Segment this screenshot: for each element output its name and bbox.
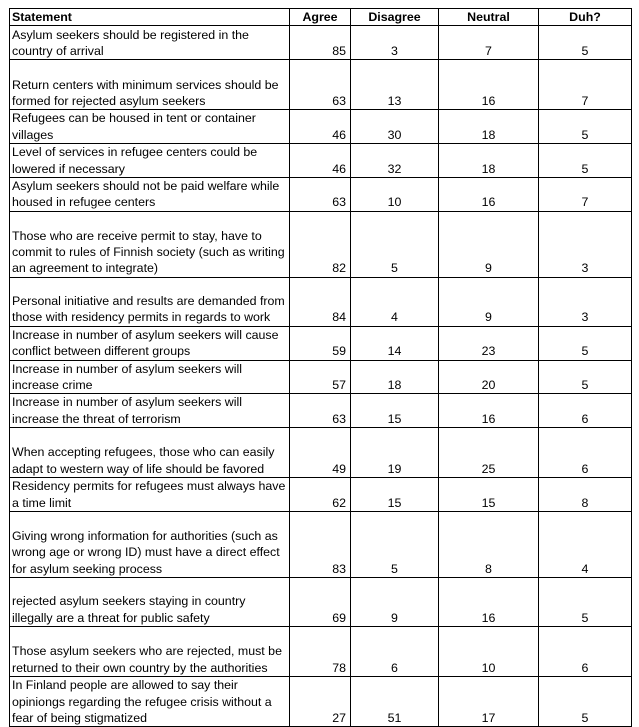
disagree-cell: 15 <box>351 478 439 512</box>
statement-cell: Return centers with minimum services should be formed for rejected asylum seekers <box>10 60 290 110</box>
duh-cell: 5 <box>539 110 632 144</box>
table-row <box>10 26 632 60</box>
statement-cell: rejected asylum seekers staying in country illegally are a threat for public safety <box>10 578 290 627</box>
duh-cell: 5 <box>539 677 632 727</box>
neutral-cell: 16 <box>439 394 539 428</box>
header-agree: Agree <box>290 9 351 26</box>
duh-cell: 7 <box>539 60 632 110</box>
disagree-cell: 5 <box>351 211 439 277</box>
duh-cell: 4 <box>539 512 632 578</box>
table-row <box>10 277 632 326</box>
statement-cell: When accepting refugees, those who can easily adapt to western way of life should be favored <box>10 428 290 478</box>
table-row <box>10 60 632 110</box>
statement-cell: Level of services in refugee centers could be lowered if necessary <box>10 144 290 178</box>
neutral-cell: 17 <box>439 677 539 727</box>
disagree-cell: 4 <box>351 277 439 326</box>
neutral-cell: 25 <box>439 428 539 478</box>
statement-cell: Those asylum seekers who are rejected, must be returned to their own country by the authorities <box>10 627 290 677</box>
disagree-cell: 30 <box>351 110 439 144</box>
table-row <box>10 178 632 212</box>
statement-cell: Asylum seekers should be registered in the country of arrival <box>10 26 290 60</box>
neutral-cell: 9 <box>439 277 539 326</box>
neutral-cell: 18 <box>439 144 539 178</box>
table-row <box>10 578 632 627</box>
disagree-cell: 51 <box>351 677 439 727</box>
duh-cell: 5 <box>539 326 632 360</box>
neutral-cell: 10 <box>439 627 539 677</box>
duh-cell: 6 <box>539 627 632 677</box>
statement-cell: Increase in number of asylum seekers will increase crime <box>10 360 290 394</box>
agree-cell: 59 <box>290 326 351 360</box>
duh-cell: 3 <box>539 211 632 277</box>
statement-cell: In Finland people are allowed to say their opiniongs regarding the refugee crisis without a fear of being stigmatized <box>10 677 290 727</box>
disagree-cell: 6 <box>351 627 439 677</box>
neutral-cell: 8 <box>439 512 539 578</box>
agree-cell: 85 <box>290 26 351 60</box>
disagree-cell: 19 <box>351 428 439 478</box>
statement-cell: Increase in number of asylum seekers will increase the threat of terrorism <box>10 394 290 428</box>
neutral-cell: 16 <box>439 60 539 110</box>
table-row <box>10 211 632 277</box>
table-row <box>10 512 632 578</box>
disagree-cell: 14 <box>351 326 439 360</box>
header-neutral: Neutral <box>439 9 539 26</box>
table-row <box>10 478 632 512</box>
survey-table <box>9 8 632 727</box>
duh-cell: 5 <box>539 578 632 627</box>
table-row <box>10 360 632 394</box>
duh-cell: 8 <box>539 478 632 512</box>
statement-cell: Personal initiative and results are demanded from those with residency permits in regards to work <box>10 277 290 326</box>
agree-cell: 27 <box>290 677 351 727</box>
duh-cell: 6 <box>539 428 632 478</box>
agree-cell: 84 <box>290 277 351 326</box>
header-disagree: Disagree <box>351 9 439 26</box>
duh-cell: 5 <box>539 144 632 178</box>
disagree-cell: 5 <box>351 512 439 578</box>
neutral-cell: 7 <box>439 26 539 60</box>
statement-cell: Those who are receive permit to stay, have to commit to rules of Finnish society (such as writing an agreement to integrate) <box>10 211 290 277</box>
table-row <box>10 677 632 727</box>
disagree-cell: 18 <box>351 360 439 394</box>
agree-cell: 78 <box>290 627 351 677</box>
disagree-cell: 10 <box>351 178 439 212</box>
agree-cell: 63 <box>290 178 351 212</box>
statement-cell: Residency permits for refugees must always have a time limit <box>10 478 290 512</box>
table-row <box>10 144 632 178</box>
neutral-cell: 23 <box>439 326 539 360</box>
agree-cell: 46 <box>290 144 351 178</box>
table-row <box>10 394 632 428</box>
neutral-cell: 15 <box>439 478 539 512</box>
agree-cell: 63 <box>290 60 351 110</box>
header-duh: Duh? <box>539 9 632 26</box>
agree-cell: 49 <box>290 428 351 478</box>
neutral-cell: 9 <box>439 211 539 277</box>
table-row <box>10 326 632 360</box>
header-row <box>10 9 632 26</box>
statement-cell: Refugees can be housed in tent or container villages <box>10 110 290 144</box>
table-row <box>10 627 632 677</box>
agree-cell: 69 <box>290 578 351 627</box>
agree-cell: 57 <box>290 360 351 394</box>
duh-cell: 5 <box>539 26 632 60</box>
table-row <box>10 428 632 478</box>
duh-cell: 7 <box>539 178 632 212</box>
statement-cell: Increase in number of asylum seekers will cause conflict between different groups <box>10 326 290 360</box>
duh-cell: 3 <box>539 277 632 326</box>
agree-cell: 62 <box>290 478 351 512</box>
duh-cell: 6 <box>539 394 632 428</box>
neutral-cell: 18 <box>439 110 539 144</box>
duh-cell: 5 <box>539 360 632 394</box>
disagree-cell: 32 <box>351 144 439 178</box>
disagree-cell: 3 <box>351 26 439 60</box>
header-statement: Statement <box>10 9 290 26</box>
disagree-cell: 9 <box>351 578 439 627</box>
table-row <box>10 110 632 144</box>
statement-cell: Giving wrong information for authorities (such as wrong age or wrong ID) must have a direct effect for asylum seeking process <box>10 512 290 578</box>
agree-cell: 63 <box>290 394 351 428</box>
neutral-cell: 16 <box>439 178 539 212</box>
agree-cell: 46 <box>290 110 351 144</box>
statement-cell: Asylum seekers should not be paid welfare while housed in refugee centers <box>10 178 290 212</box>
neutral-cell: 20 <box>439 360 539 394</box>
agree-cell: 83 <box>290 512 351 578</box>
neutral-cell: 16 <box>439 578 539 627</box>
agree-cell: 82 <box>290 211 351 277</box>
disagree-cell: 13 <box>351 60 439 110</box>
disagree-cell: 15 <box>351 394 439 428</box>
